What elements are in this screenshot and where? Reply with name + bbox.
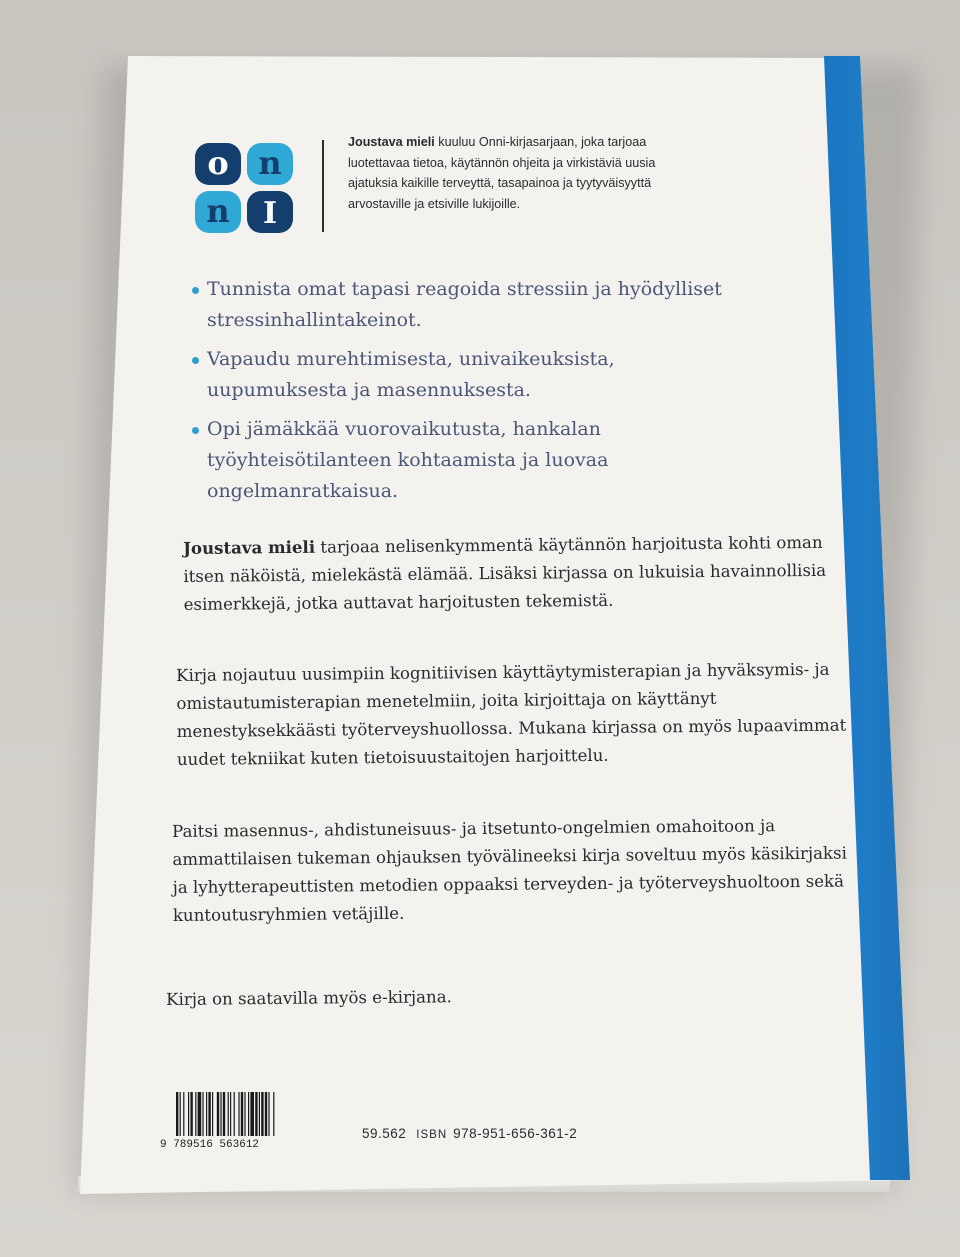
description-paragraph-2: Kirja nojautuu uusimpiin kognitiivisen käyttäytymisterapian ja hyväksymis- ja omistautumisterapian menetelmiin, joita kirjoittaja on käyttänyt menestyksekkäästi työterveyshuollossa. Mukana kirjassa on myös lupaavimmat uudet tekniikat kuten tietoisuustaitojen harjoittelu. <box>176 659 847 769</box>
barcode-bar <box>206 1092 207 1136</box>
barcode-bar <box>212 1092 213 1136</box>
bullet-dot <box>192 427 199 434</box>
barcode-bar <box>268 1092 269 1136</box>
classification-code: 59.562 <box>362 1126 407 1141</box>
barcode-bar <box>261 1092 263 1136</box>
barcode-digits: 9 789516 563612 <box>160 1139 260 1151</box>
description-paragraph-3: Paitsi masennus-, ahdistuneisuus- ja itsetunto-ongelmien omahoitoon ja ammattilaisen tukeman ohjauksen työvälineeksi kirja soveltuu myös käsikirjaksi ja lyhytterapeuttisten metodien oppaaksi terveyden- ja työterveyshuoltoon sekä kuntoutusryhmien vetäjille. <box>172 816 847 925</box>
bullet-dot <box>192 357 199 364</box>
barcode <box>158 1088 323 1152</box>
logo-letter-4: I <box>262 196 278 231</box>
barcode-bar <box>230 1092 231 1136</box>
logo-letter-1: o <box>207 144 229 182</box>
barcode-bar <box>248 1092 249 1136</box>
barcode-bar <box>255 1092 257 1136</box>
barcode-bar <box>180 1092 181 1136</box>
bullet-item <box>185 344 745 406</box>
bullet-text: Opi jämäkkää vuorovaikutusta, hankalan työyhteisötilanteen kohtaamista ja luovaa ongelmanratkaisua. <box>207 418 609 502</box>
barcode-bar <box>265 1092 267 1136</box>
barcode-bar <box>176 1092 178 1136</box>
barcode-bar <box>195 1092 196 1136</box>
intro-title: Joustava mieli <box>348 135 435 149</box>
series-intro <box>348 132 668 214</box>
barcode-bar <box>250 1092 254 1136</box>
barcode-bar <box>273 1092 274 1136</box>
paragraph-text: tarjoaa nelisenkymmentä käytännön harjoitusta kohti oman itsen näköistä, mielekästä elämää. Lisäksi kirjassa on lukuisia havainnollisia esimerkkejä, jotka auttavat harjoitusten tekemistä. <box>183 532 827 614</box>
bullet-text: Vapaudu murehtimisesta, univaikeuksista, uupumuksesta ja masennuksesta. <box>207 348 615 401</box>
barcode-bar <box>198 1092 202 1136</box>
logo-divider <box>322 140 324 232</box>
intro-text: kuuluu Onni-kirjasarjaan, joka tarjoaa luotettavaa tietoa, käytännön ohjeita ja virkistäviä uusia ajatuksia kaikille terveyttä, tasapainoa ja tyytyväisyyttä arvostaville ja etsiville lukijoille. <box>348 135 656 211</box>
bullet-item <box>185 414 745 507</box>
barcode-bar <box>202 1092 203 1136</box>
barcode-bar <box>234 1092 235 1136</box>
barcode-bar <box>220 1092 221 1136</box>
isbn-label: ISBN <box>416 1129 448 1141</box>
barcode-bars <box>176 1092 274 1136</box>
barcode-bar <box>223 1092 225 1136</box>
description-paragraph-1 <box>183 527 864 619</box>
onni-logo <box>195 143 293 233</box>
paragraph-title: Joustava mieli <box>183 536 316 558</box>
logo-letter-2: n <box>258 144 282 182</box>
bullet-item <box>185 274 745 336</box>
barcode-bar <box>208 1092 210 1136</box>
bullet-text: Tunnista omat tapasi reagoida stressiin ja hyödylliset stressinhallintakeinot. <box>207 278 722 331</box>
description-paragraph-4: Kirja on saatavilla myös e-kirjana. <box>166 987 452 1009</box>
barcode-bar <box>228 1092 229 1136</box>
barcode-bar <box>238 1092 239 1136</box>
isbn-line <box>362 1126 577 1141</box>
barcode-bar <box>217 1092 219 1136</box>
barcode-bar <box>188 1092 189 1136</box>
barcode-bar <box>183 1092 184 1136</box>
barcode-bar <box>190 1092 192 1136</box>
barcode-bar <box>259 1092 260 1136</box>
isbn-number: 978-951-656-361-2 <box>453 1126 578 1141</box>
bullet-dot <box>192 287 199 294</box>
feature-bullets <box>185 274 745 515</box>
logo-letter-3: n <box>206 192 230 230</box>
barcode-bar <box>241 1092 243 1136</box>
barcode-bar <box>244 1092 245 1136</box>
